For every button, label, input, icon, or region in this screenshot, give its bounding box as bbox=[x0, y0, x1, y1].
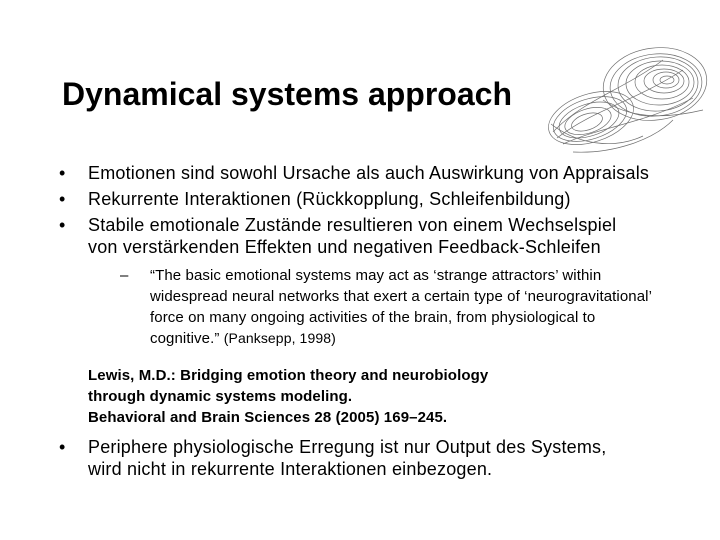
quote-line: widespread neural networks that exert a certain type of ‘neurogravitational’ bbox=[150, 288, 653, 305]
bullet-text-line: Stabile emotionale Zustände resultieren von einem Wechselspiel bbox=[88, 215, 617, 235]
quote-line: cognitive.” bbox=[150, 330, 220, 347]
reference-line: Lewis, M.D.: Bridging emotion theory and neurobiology bbox=[88, 367, 489, 384]
bullet-item bbox=[58, 214, 718, 258]
slide-title: Dynamical systems approach bbox=[62, 76, 512, 112]
bullet-marker: • bbox=[59, 189, 66, 209]
quote-citation: (Panksepp, 1998) bbox=[223, 330, 336, 346]
bullet-text-line: wird nicht in rekurrente Interaktionen einbezogen. bbox=[88, 459, 493, 479]
sub-bullet-quote bbox=[120, 265, 720, 349]
reference-line: Behavioral and Brain Sciences 28 (2005) 169–245. bbox=[88, 409, 448, 426]
bullet-text: Rekurrente Interaktionen (Rückkopplung, Schleifenbildung) bbox=[88, 189, 571, 209]
bullet-item bbox=[58, 188, 718, 210]
bullet-item bbox=[58, 436, 718, 480]
bullet-list bbox=[58, 162, 718, 480]
strange-attractor-image bbox=[543, 40, 713, 158]
reference-line: through dynamic systems modeling. bbox=[88, 388, 353, 405]
quote-line: force on many ongoing activities of the brain, from physiological to bbox=[150, 309, 596, 326]
bullet-item bbox=[58, 162, 718, 184]
bullet-marker: • bbox=[59, 437, 66, 457]
sub-bullet-marker: – bbox=[120, 267, 129, 284]
bullet-text-line: von verstärkenden Effekten und negativen Feedback-Schleifen bbox=[88, 237, 601, 257]
bullet-text: Emotionen sind sowohl Ursache als auch Auswirkung von Appraisals bbox=[88, 163, 650, 183]
bullet-text-line: Periphere physiologische Erregung ist nur Output des Systems, bbox=[88, 437, 607, 457]
bullet-marker: • bbox=[59, 215, 66, 235]
reference bbox=[88, 365, 718, 428]
bullet-marker: • bbox=[59, 163, 66, 183]
quote-line: “The basic emotional systems may act as ‘strange attractors’ within bbox=[150, 267, 602, 284]
